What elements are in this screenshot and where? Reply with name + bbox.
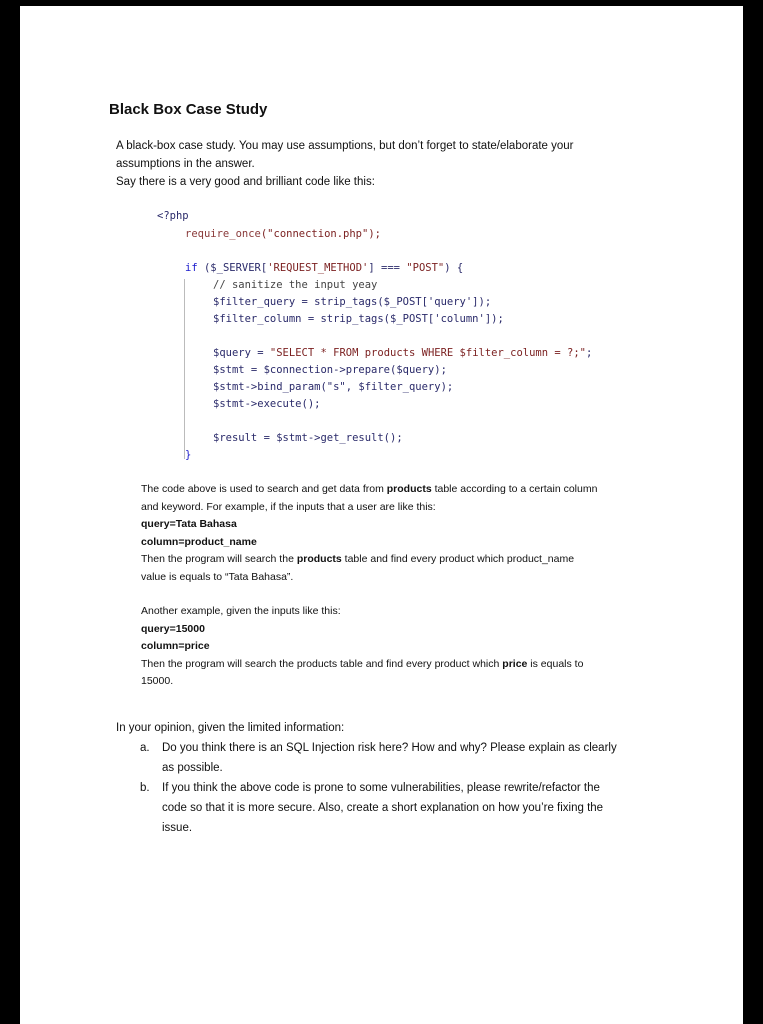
desc-line: and keyword. For example, if the inputs that a user are like this:: [141, 500, 436, 513]
code-line: $stmt->bind_param("s", $filter_query);: [213, 381, 454, 393]
code-line: [185, 228, 381, 240]
code-line: <?php: [157, 210, 189, 222]
intro-line: A black-box case study. You may use assumptions, but don’t forget to state/elaborate your: [116, 140, 574, 152]
code-token: ] ===: [368, 262, 407, 274]
code-line: $stmt = $connection->prepare($query);: [213, 364, 447, 376]
desc-text: Then the program will search the products table and find every product which: [141, 657, 503, 670]
desc-text: table and find every product which product_name: [341, 553, 575, 565]
desc-line: value is equals to “Tata Bahasa”.: [141, 570, 294, 583]
code-line: [213, 347, 592, 359]
question-line: as possible.: [162, 762, 223, 774]
code-token: ("connection.php");: [260, 228, 381, 240]
code-token: ;: [585, 347, 593, 359]
question-line: code so that it is more secure. Also, create a short explanation on how you’re fixing the: [162, 802, 604, 814]
question-a: [162, 738, 617, 778]
question-line: Do you think there is an SQL Injection risk here? How and why? Please explain as clearly: [162, 742, 617, 754]
desc-text: The code above is used to search and get data from: [141, 483, 387, 495]
code-token: $query =: [213, 347, 270, 359]
code-line: $stmt->execute();: [213, 398, 321, 410]
code-line: $filter_column = strip_tags($_POST['column']);: [213, 313, 504, 325]
question-line: If you think the above code is prone to some vulnerabilities, please rewrite/refactor the: [162, 782, 600, 794]
code-token: ) {: [444, 262, 464, 274]
description-block: [141, 481, 641, 586]
code-line: $filter_query = strip_tags($_POST['query']);: [213, 296, 492, 308]
code-indent-guide: [184, 279, 185, 459]
code-token: if: [185, 262, 198, 274]
list-marker: b.: [140, 782, 150, 794]
example-query: query=Tata Bahasa: [141, 518, 237, 530]
intro-line: Say there is a very good and brilliant code like this:: [116, 176, 375, 188]
desc-bold: products: [386, 483, 432, 495]
desc-bold: price: [502, 657, 528, 670]
intro-paragraph: [116, 137, 574, 191]
example-column: column=price: [141, 640, 210, 652]
code-line: }: [185, 449, 192, 461]
desc-text: table according to a certain column: [431, 483, 598, 495]
desc-line: 15000.: [141, 675, 174, 687]
code-comment: // sanitize the input yeay: [213, 279, 378, 291]
code-token: require_once: [185, 228, 261, 240]
code-token: 'REQUEST_METHOD': [267, 262, 369, 274]
page-title: Black Box Case Study: [109, 101, 268, 118]
example-column: column=product_name: [141, 535, 257, 548]
question-b: [162, 778, 603, 838]
document-page: [20, 6, 743, 1024]
desc-text: is equals to: [527, 657, 584, 670]
question-line: issue.: [162, 822, 193, 834]
desc-line: [141, 656, 641, 674]
code-token: ($_SERVER[: [197, 262, 268, 274]
example-query: query=15000: [141, 622, 205, 635]
code-line: [185, 262, 463, 274]
question-lead: In your opinion, given the limited information:: [116, 722, 345, 734]
desc-text: Then the program will search the: [141, 553, 297, 565]
code-line: $result = $stmt->get_result();: [213, 432, 403, 444]
code-token: "POST": [406, 262, 445, 274]
desc-line: [141, 481, 641, 499]
code-token: "SELECT * FROM products WHERE $filter_column = ?;": [269, 347, 586, 359]
list-marker: a.: [140, 742, 150, 754]
desc-line: [141, 551, 641, 569]
desc-bold: products: [296, 553, 342, 565]
desc-line: Another example, given the inputs like this:: [141, 605, 341, 617]
description-block-2: [141, 603, 641, 691]
intro-line: assumptions in the answer.: [116, 158, 255, 170]
